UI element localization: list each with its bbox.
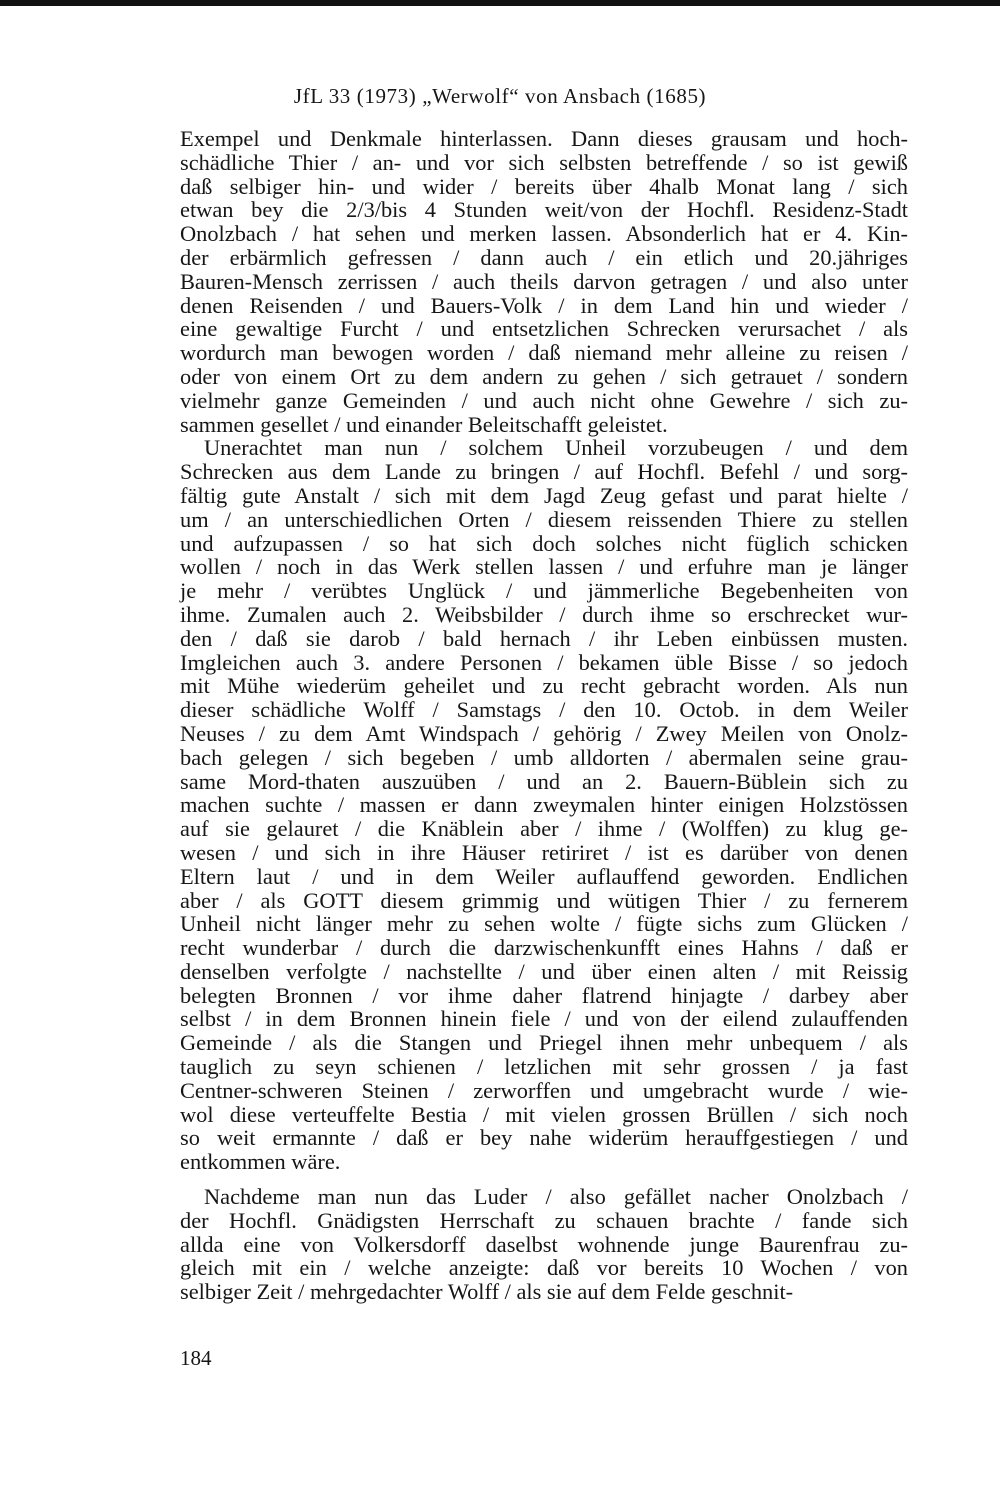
text-line: so weit ermannte / daß er bey nahe widerüm herauffgestiegen / und xyxy=(180,1125,908,1151)
text-line: same Mord-thaten auszuüben / und an 2. Bauern-Büblein sich zu xyxy=(180,768,908,794)
text-line: um / an unterschiedlichen Orten / diesem reissenden Thiere zu stellen xyxy=(180,506,908,532)
text-line: daß selbiger hin- und wider / bereits über 4halb Monat lang / sich xyxy=(180,173,908,199)
page-number: 184 xyxy=(180,1346,212,1370)
text-line: der Hochfl. Gnädigsten Herrschaft zu schauen brachte / fande sich xyxy=(180,1207,908,1233)
top-border xyxy=(0,0,1000,6)
text-line: Schrecken aus dem Lande zu bringen / auf Hochfl. Befehl / und sorg- xyxy=(180,459,908,485)
text-line: Neuses / zu dem Amt Windspach / gehörig / Zwey Meilen von Onolz- xyxy=(180,720,908,746)
paragraph xyxy=(180,127,908,436)
text-line: dieser schädliche Wolff / Samstags / den 10. Octob. in dem Weiler xyxy=(180,697,908,723)
text-line: allda eine von Volkersdorff daselbst wohnende junge Baurenfrau zu- xyxy=(180,1231,908,1257)
text-line: vielmehr ganze Gemeinden / und auch nicht ohne Gewehre / sich zu- xyxy=(180,387,908,413)
text-line: Centner-schweren Steinen / zerworffen und umgebracht wurde / wie- xyxy=(180,1077,908,1103)
text-line: wesen / und sich in ihre Häuser retiriret / ist es darüber von denen xyxy=(180,839,908,865)
text-line: schädliche Thier / an- und vor sich selbsten betreffende / so ist gewiß xyxy=(180,149,908,175)
text-line: fältig gute Anstalt / sich mit dem Jagd Zeug gefast und parat hielte / xyxy=(180,482,908,508)
text-line: wordurch man bewogen worden / daß niemand mehr alleine zu reisen / xyxy=(180,340,908,366)
text-line: Nachdeme man nun das Luder / also gefället nacher Onolzbach / xyxy=(204,1184,908,1210)
text-line: gleich mit ein / welche anzeigte: daß vor bereits 10 Wochen / von xyxy=(180,1255,908,1281)
text-line: mit Mühe wiederüm geheilet und zu recht gebracht worden. Als nun xyxy=(180,673,908,699)
text-line: denen Reisenden / und Bauers-Volk / in dem Land hin und wieder / xyxy=(180,292,908,318)
text-line: der erbärmlich gefressen / dann auch / ein etlich und 20.jähriges xyxy=(180,244,908,270)
text-line: etwan bey die 2/3/bis 4 Stunden weit/von der Hochfl. Residenz-Stadt xyxy=(180,197,908,223)
text-line: Gemeinde / als die Stangen und Priegel ihnen mehr unbequem / als xyxy=(180,1030,908,1056)
body-text xyxy=(180,127,908,1304)
text-line: Bauren-Mensch zerrissen / auch theils darvon getragen / und also unter xyxy=(180,268,908,294)
text-line: ihme. Zumalen auch 2. Weibsbilder / durch ihme so erschrecket wur- xyxy=(180,601,908,627)
text-line: Unheil nicht länger mehr zu sehen wolte / fügte sichs zum Glücken / xyxy=(180,911,908,937)
text-line: den / daß sie darob / bald hernach / ihr Leben einbüssen musten. xyxy=(180,625,908,651)
text-line: Imgleichen auch 3. andere Personen / bekamen üble Bisse / so jedoch xyxy=(180,649,908,675)
paragraph xyxy=(180,1185,908,1304)
text-line: wollen / noch in das Werk stellen lassen / und erfuhre man je länger xyxy=(180,554,908,580)
text-line: recht wunderbar / durch die darzwischenkunfft eines Hahns / daß er xyxy=(180,935,908,961)
text-line: auf sie gelauret / die Knäblein aber / ihme / (Wolffen) zu klug ge- xyxy=(180,816,908,842)
text-line: bach gelegen / sich begeben / umb alldorten / abermalen seine grau- xyxy=(180,744,908,770)
running-head: JfL 33 (1973) „Werwolf“ von Ansbach (1685) xyxy=(293,84,707,108)
text-line: je mehr / verübtes Unglück / und jämmerliche Begebenheiten von xyxy=(180,578,908,604)
text-line: Eltern laut / und in dem Weiler auflauffend geworden. Endlichen xyxy=(180,863,908,889)
text-line: sammen gesellet / und einander Beleitschafft geleistet. xyxy=(180,411,668,437)
text-line: Exempel und Denkmale hinterlassen. Dann dieses grausam und hoch- xyxy=(180,126,908,151)
text-line: eine gewaltige Furcht / und entsetzlichen Schrecken verursachet / als xyxy=(180,316,908,342)
text-line: belegten Bronnen / vor ihme daher flatrend hinjagte / darbey aber xyxy=(180,982,908,1008)
text-line: tauglich zu seyn schienen / letzlichen mit sehr grossen / ja fast xyxy=(180,1054,908,1080)
paragraph xyxy=(180,436,908,1174)
text-line: aber / als GOTT diesem grimmig und wütigen Thier / zu fernerem xyxy=(180,887,908,913)
text-line: selbiger Zeit / mehrgedachter Wolff / als sie auf dem Felde geschnit- xyxy=(180,1279,794,1305)
text-line: selbst / in dem Bronnen hinein fiele / und von der eilend zulauffenden xyxy=(180,1006,908,1032)
text-line: und aufzupassen / so hat sich doch solches nicht füglich schicken xyxy=(180,530,908,556)
text-line: oder von einem Ort zu dem andern zu gehen / sich getrauet / sondern xyxy=(180,363,908,389)
text-line: Unerachtet man nun / solchem Unheil vorzubeugen / und dem xyxy=(204,435,908,461)
text-line: Onolzbach / hat sehen und merken lassen. Absonderlich hat er 4. Kin- xyxy=(180,221,908,247)
text-line: entkommen wäre. xyxy=(180,1149,341,1175)
text-line: machen suchte / massen er dann zweymalen hinter einigen Holzstössen xyxy=(180,792,908,818)
text-line: denselben verfolgte / nachstellte / und über einen alten / mit Reissig xyxy=(180,958,908,984)
text-line: wol diese verteuffelte Bestia / mit vielen grossen Brüllen / sich noch xyxy=(180,1101,908,1127)
